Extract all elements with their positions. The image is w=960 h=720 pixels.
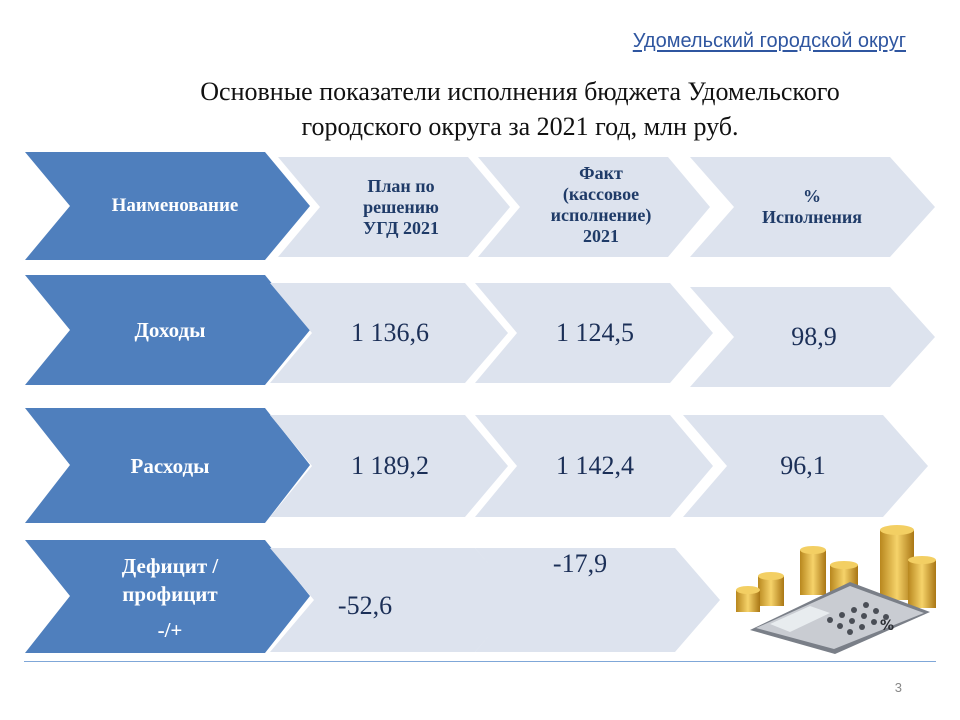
slide-title: [120, 74, 920, 144]
row-income-fact: 1 124,5: [556, 318, 634, 347]
page-number: 3: [894, 680, 902, 695]
row-income-fact-arrow: [475, 283, 713, 383]
header-name-label: Наименование: [111, 195, 239, 216]
row-income-label-arrow: [25, 275, 310, 385]
row-income-plan-arrow: [270, 283, 508, 383]
title-line-1: Основные показатели исполнения бюджета Удомельского: [200, 77, 840, 106]
header-fact-label: [516, 151, 686, 259]
row-balance-label: [65, 544, 275, 652]
header-plan-arrow: [278, 157, 510, 257]
row-balance-label-line-1: Дефицит /: [121, 554, 219, 578]
row-income-percent-arrow: [690, 287, 935, 387]
row-expense-fact-arrow: [475, 415, 713, 517]
row-expense-percent-arrow: [683, 415, 928, 517]
row-expense-label-arrow: [25, 408, 310, 523]
header-percent-line-2: Исполнения: [761, 207, 863, 227]
row-expense-label: Расходы: [130, 453, 210, 478]
row-expense-fact: 1 142,4: [556, 451, 634, 480]
header-plan-label: [316, 163, 486, 251]
header-fact-arrow: [478, 157, 710, 257]
header-percent-label: [726, 163, 898, 251]
header-fact-line-1: Факт: [579, 163, 623, 183]
header-percent-line-1: %: [803, 186, 821, 206]
header-plan-line-1: План по: [367, 175, 435, 196]
row-income-percent: 98,9: [791, 322, 837, 351]
svg-text:%: %: [880, 618, 895, 634]
header-fact-line-4: 2021: [583, 226, 619, 246]
header-name-arrow: [25, 152, 310, 260]
org-name: Удомельский городской округ: [632, 30, 906, 52]
row-balance-label-line-2: профицит: [122, 582, 218, 606]
header-plan-line-2: решению: [363, 196, 439, 217]
row-expense-plan-arrow: [270, 415, 508, 517]
row-balance-label-arrow: [25, 540, 310, 653]
row-income-plan: 1 136,6: [351, 318, 429, 347]
title-line-2: городского округа за 2021 год, млн руб.: [301, 112, 739, 141]
row-balance-fact-arrow: [475, 548, 720, 652]
row-balance-label-line-3: -/+: [157, 618, 183, 642]
header-fact-line-3: исполнение): [550, 205, 652, 225]
row-income-label: Доходы: [134, 318, 206, 342]
row-balance-fact: -17,9: [552, 549, 608, 578]
coins-calculator-icon: [730, 520, 945, 655]
bottom-divider: [24, 661, 936, 662]
header-plan-line-3: УГД 2021: [363, 217, 439, 238]
row-balance-plan: -52,6: [337, 591, 393, 620]
header-percent-arrow: [690, 157, 935, 257]
row-expense-plan: 1 189,2: [351, 451, 429, 480]
header-fact-line-2: (кассовое: [562, 184, 640, 204]
row-expense-percent: 96,1: [780, 451, 826, 480]
